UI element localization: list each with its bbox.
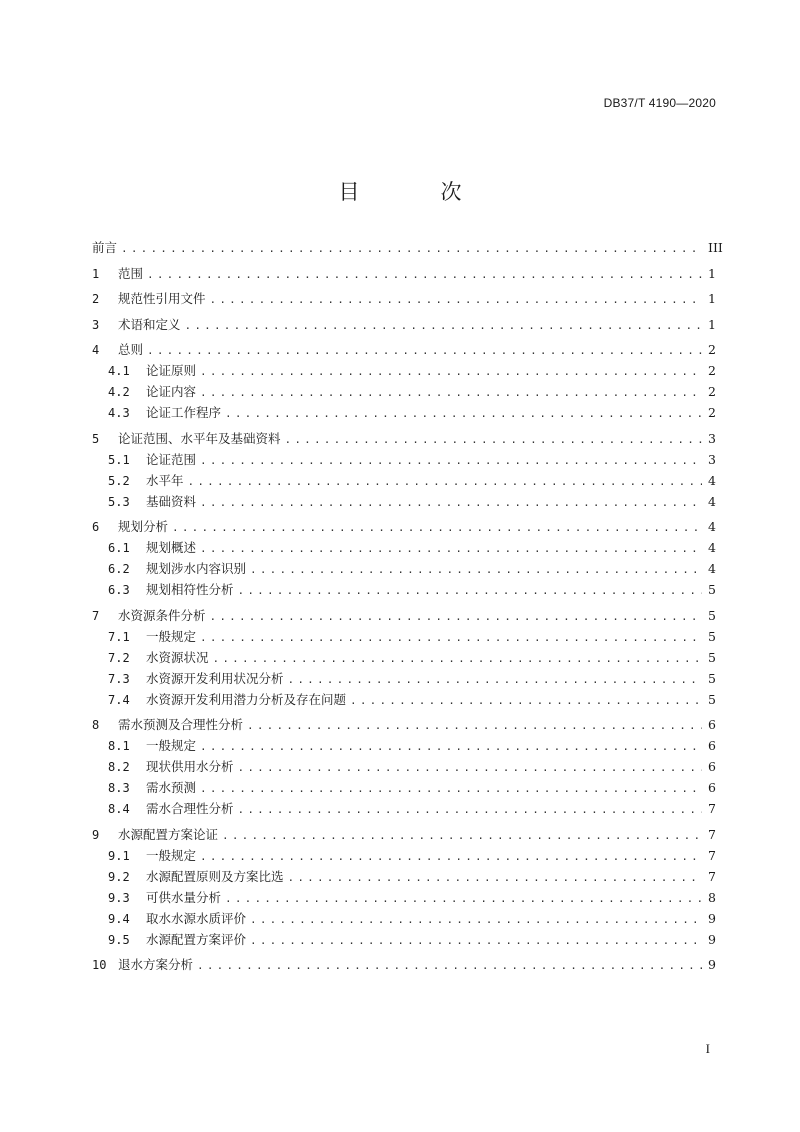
toc-entry-label: 论证原则	[146, 363, 197, 378]
toc-entry-page: 3	[708, 430, 716, 446]
dot-leader	[200, 492, 702, 513]
dot-leader	[222, 825, 702, 846]
toc-entry-page: 1	[708, 265, 716, 281]
toc-section-entry[interactable]	[92, 735, 716, 756]
dot-leader	[350, 690, 702, 711]
toc-entry-number: 7.3	[108, 671, 130, 686]
toc-chapter-entry[interactable]	[92, 605, 716, 626]
toc-entry-number: 5.1	[108, 452, 130, 467]
toc-entry-label: 退水方案分析	[118, 957, 194, 972]
toc-entry-label: 一般规定	[146, 738, 197, 753]
toc-section-entry[interactable]	[92, 798, 716, 819]
toc-entry-label: 论证工作程序	[146, 405, 222, 420]
toc-entry-page: 4	[708, 540, 716, 555]
dot-leader	[238, 799, 702, 820]
dot-leader	[121, 238, 702, 259]
dot-leader	[210, 289, 702, 310]
toc-entry-number: 8.1	[108, 739, 130, 753]
toc-entry-page: 4	[708, 493, 716, 509]
dot-leader	[247, 715, 702, 736]
toc-entry-number: 3	[92, 317, 100, 332]
dot-leader	[185, 315, 702, 336]
toc-entry-page: 4	[708, 472, 716, 488]
toc-entry-number: 8.2	[108, 760, 130, 774]
toc-entry-number: 6.3	[108, 583, 130, 597]
dot-leader	[200, 736, 702, 757]
toc-section-entry[interactable]	[92, 668, 716, 689]
toc-entry-page: 5	[708, 607, 716, 623]
toc-section-entry[interactable]	[92, 558, 716, 579]
toc-section-entry[interactable]	[92, 381, 716, 402]
toc-entry-page: 9	[708, 957, 716, 972]
dot-leader	[288, 867, 702, 888]
toc-chapter-entry[interactable]	[92, 714, 716, 735]
toc-chapter-entry[interactable]	[92, 824, 716, 845]
toc-chapter-entry[interactable]	[92, 288, 716, 309]
toc-chapter-entry[interactable]	[92, 314, 716, 335]
toc-entry-label: 水源配置方案评价	[146, 931, 247, 947]
page-title: 目 次	[338, 180, 492, 204]
toc-entry-page: 2	[708, 405, 716, 420]
toc-section-entry[interactable]	[92, 579, 716, 600]
toc-entry-number: 8	[92, 718, 100, 732]
dot-leader	[238, 757, 702, 778]
toc-entry-number: 5.2	[108, 473, 130, 488]
toc-section-entry[interactable]	[92, 756, 716, 777]
dot-leader	[238, 580, 702, 601]
toc-entry-number: 4.3	[108, 406, 130, 420]
toc-entry-label: 需水预测及合理性分析	[118, 717, 244, 732]
dot-leader	[250, 909, 702, 930]
toc-section-entry[interactable]	[92, 647, 716, 668]
toc-section-entry[interactable]	[92, 845, 716, 866]
dot-leader	[200, 778, 702, 799]
toc-entry-page: 7	[708, 868, 716, 884]
toc-entry-label: 总则	[118, 342, 144, 357]
toc-entry-label: 规范性引用文件	[118, 291, 206, 306]
dot-leader	[250, 559, 702, 580]
dot-leader	[200, 361, 702, 382]
toc-entry-page: 3	[708, 451, 716, 467]
toc-entry-number: 5.3	[108, 494, 130, 509]
toc-entry-number: 6	[92, 520, 100, 534]
toc-entry-label: 规划概述	[146, 540, 197, 555]
toc-entry-label: 需水预测	[146, 780, 197, 795]
toc-chapter-entry[interactable]	[92, 954, 716, 975]
toc-entry-label: 范围	[118, 265, 144, 281]
toc-entry-page: 6	[708, 738, 716, 753]
toc-section-entry[interactable]	[92, 626, 716, 647]
toc-entry-number: 9.2	[108, 869, 130, 884]
toc-entry-number: 7.2	[108, 650, 130, 665]
dot-leader	[250, 930, 702, 951]
toc-entry-page: 5	[708, 628, 716, 644]
toc-entry-label: 论证内容	[146, 384, 197, 399]
toc-chapter-entry[interactable]	[92, 263, 716, 284]
toc-entry-page: III	[708, 240, 723, 255]
toc-entry-label: 取水水源水质评价	[146, 910, 247, 926]
toc-entry-page: 7	[708, 847, 716, 863]
toc-entry-number: 9.3	[108, 890, 130, 905]
dot-leader	[147, 340, 702, 361]
toc-section-entry[interactable]	[92, 887, 716, 908]
toc-entry-label: 需水合理性分析	[146, 801, 234, 816]
footer-page-number: I	[705, 1041, 710, 1056]
dot-leader	[200, 382, 702, 403]
toc-section-entry[interactable]	[92, 866, 716, 887]
toc-entry-label: 规划涉水内容识别	[146, 561, 247, 576]
toc-entry-page: 6	[708, 759, 716, 774]
toc-entry-number: 8.3	[108, 781, 130, 795]
toc-entry-page: 5	[708, 582, 716, 597]
toc-entry-label: 基础资料	[146, 493, 197, 509]
toc-entry-label: 水资源状况	[146, 649, 209, 665]
dot-leader	[188, 471, 702, 492]
toc-entry-page: 6	[708, 717, 716, 732]
toc-entry-label: 水资源开发利用潜力分析及存在问题	[146, 691, 347, 707]
toc-entry-number: 4	[92, 343, 100, 357]
toc-entry-page: 7	[708, 826, 716, 842]
dot-leader	[172, 517, 702, 538]
toc-entry-number: 9	[92, 827, 100, 842]
toc-entry-label: 水平年	[146, 472, 184, 488]
toc-entry-page: 9	[708, 931, 716, 947]
toc-entry-page: 1	[708, 291, 716, 306]
dot-leader	[200, 846, 702, 867]
dot-leader	[200, 627, 702, 648]
table-of-contents	[92, 237, 723, 975]
toc-entry-number: 6.1	[108, 541, 130, 555]
toc-section-entry[interactable]	[92, 360, 716, 381]
toc-entry-page: 5	[708, 691, 716, 707]
toc-chapter-entry[interactable]	[92, 339, 716, 360]
dot-leader	[225, 888, 702, 909]
toc-entry-page: 5	[708, 649, 716, 665]
toc-entry-page: 4	[708, 561, 716, 576]
toc-entry-label: 水源配置原则及方案比选	[146, 868, 284, 884]
dot-leader	[200, 450, 702, 471]
dot-leader	[210, 606, 702, 627]
toc-entry-number: 7	[92, 608, 100, 623]
toc-section-entry[interactable]	[92, 929, 716, 950]
toc-entry-label: 水资源条件分析	[118, 607, 206, 623]
toc-entry-page: 8	[708, 889, 716, 905]
toc-entry-number: 7.4	[108, 692, 130, 707]
toc-entry-page: 9	[708, 910, 716, 926]
toc-entry-label: 现状供用水分析	[146, 759, 234, 774]
toc-entry-number: 6.2	[108, 562, 130, 576]
toc-entry-label: 规划相符性分析	[146, 582, 234, 597]
toc-entry-page: 2	[708, 363, 716, 378]
dot-leader	[213, 648, 702, 669]
toc-entry-number: 9.1	[108, 848, 130, 863]
toc-chapter-entry[interactable]	[92, 428, 716, 449]
toc-section-entry[interactable]	[92, 908, 716, 929]
toc-entry-page: 4	[708, 519, 716, 534]
toc-entry-page: 2	[708, 384, 716, 399]
toc-entry-number: 2	[92, 292, 100, 306]
document-code: DB37/T 4190—2020	[603, 96, 716, 110]
toc-entry-number: 10	[92, 958, 107, 972]
dot-leader	[200, 538, 702, 559]
toc-entry-page: 5	[708, 670, 716, 686]
toc-section-entry[interactable]	[92, 491, 716, 512]
toc-entry-number: 8.4	[108, 802, 130, 816]
toc-section-entry[interactable]	[92, 402, 716, 423]
toc-entry-number: 5	[92, 431, 100, 446]
toc-entry-number: 1	[92, 266, 100, 281]
toc-entry-label: 前言	[92, 240, 118, 255]
toc-entry-page: 1	[708, 316, 716, 332]
toc-entry-number: 4.1	[108, 364, 130, 378]
toc-section-entry[interactable]	[92, 777, 716, 798]
toc-entry-number: 9.5	[108, 932, 130, 947]
toc-entry-label: 规划分析	[118, 519, 169, 534]
toc-entry-number: 4.2	[108, 385, 130, 399]
toc-entry-label: 论证范围	[146, 451, 197, 467]
toc-section-entry[interactable]	[92, 470, 716, 491]
toc-entry-page: 2	[708, 342, 716, 357]
toc-chapter-entry[interactable]	[92, 237, 723, 258]
dot-leader	[197, 955, 702, 976]
toc-entry-label: 水资源开发利用状况分析	[146, 670, 284, 686]
toc-entry-label: 可供水量分析	[146, 889, 222, 905]
toc-section-entry[interactable]	[92, 689, 716, 710]
toc-entry-number: 9.4	[108, 911, 130, 926]
toc-entry-page: 7	[708, 801, 716, 816]
dot-leader	[225, 403, 702, 424]
dot-leader	[288, 669, 702, 690]
dot-leader	[285, 429, 702, 450]
toc-entry-label: 水源配置方案论证	[118, 826, 219, 842]
toc-section-entry[interactable]	[92, 537, 716, 558]
toc-entry-label: 术语和定义	[118, 316, 181, 332]
toc-entry-label: 一般规定	[146, 847, 197, 863]
toc-entry-label: 论证范围、水平年及基础资料	[118, 430, 281, 446]
toc-section-entry[interactable]	[92, 449, 716, 470]
toc-entry-label: 一般规定	[146, 628, 197, 644]
dot-leader	[147, 264, 702, 285]
toc-entry-page: 6	[708, 780, 716, 795]
toc-chapter-entry[interactable]	[92, 516, 716, 537]
toc-entry-number: 7.1	[108, 629, 130, 644]
